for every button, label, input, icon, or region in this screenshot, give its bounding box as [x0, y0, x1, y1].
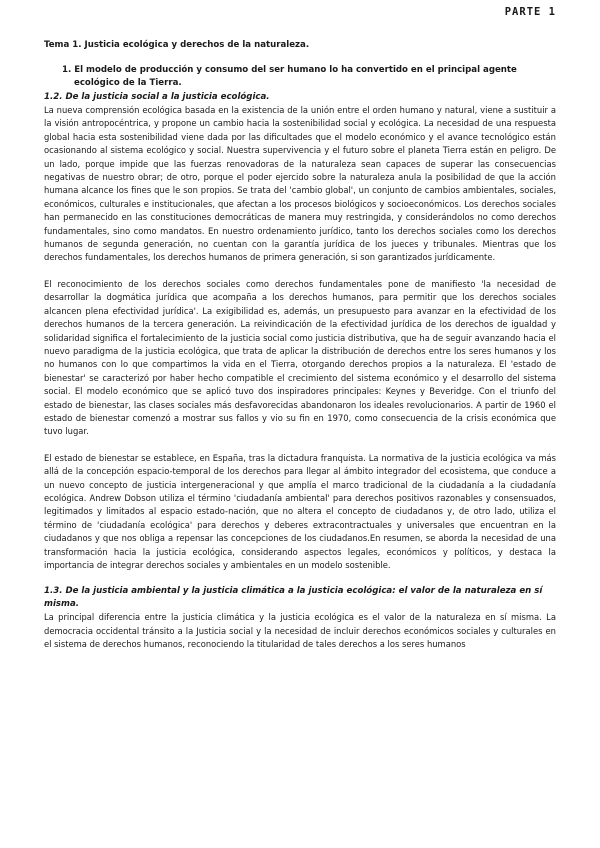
part-label: PARTE 1 — [504, 6, 556, 18]
document-body — [44, 40, 556, 652]
paragraph: El reconocimiento de los derechos sociales como derechos fundamentales pone de manifiesto 'la necesidad de desarrollar la dogmática jurídica que acompaña a los derechos humanos, para permitir que los derechos sociales alcancen plena efectividad jurídica'. La exigibilidad es, además, un presupuesto para avanzar en la efectividad de los derechos humanos de la tercera generación. La reivindicación de la efectividad jurídica de los derechos de igualdad y solidaridad significa el fortalecimiento de la justicia social como justicia distributiva, que ha de seguir avanzando hacia el nuevo paradigma de la justicia ecológica, que trata de aplicar la distribución de derechos entre los seres humanos y los no humanos con lo que compartimos la vida en el Tierra, otorgando derechos propios a la naturaleza. El 'estado de bienestar' se caracterizó por haber hecho compatible el crecimiento del sistema económico y el desarrollo del sistema social. El modelo económico que se aplicó tuvo dos inspiradores principales: Keynes y Beveridge. Con el triunfo del estado de bienestar, las clases sociales más desfavorecidas abandonaron los ideales revolucionarios. A partir de 1960 el estado de bienestar comenzó a mostrar sus fallos y vio su fin en 1970, como consecuencia de la crisis económica que tuvo lugar. — [44, 278, 556, 437]
section-heading-1-2: 1.2. De la justicia social a la justicia ecológica. — [44, 92, 270, 102]
paragraph: La principal diferencia entre la justicia climática y la justicia ecológica es el valor de la naturaleza en sí misma. La democracia occidental tránsito a la Justicia social y la necesidad de incluir derechos económicos sociales y culturales en el sistema de derechos humanos, reconociendo la titularidad de tales derechos a los seres humanos — [44, 612, 556, 650]
paragraph: La nueva comprensión ecológica basada en la existencia de la unión entre el orden humano y natural, viene a sustituir a la visión antropocéntrica, y propone un cambio hacia la sostenibilidad social y ecológica. La necesidad de una respuesta global hacia esta sostenibilidad viene dada por las dificultades que el modelo económico y el avance tecnológico están ocasionando al sistema ecológico y social. Nuestra supervivencia y el futuro sobre el planeta Tierra están en peligro. De un lado, porque impide que las fuerzas renovadoras de la naturaleza sean capaces de superar las consecuencias negativas de nuestro obrar; de otro, porque el poder ejercido sobre la naturaleza anula la posibilidad de que la acción humana alcance los fines que le son propios. Se trata del 'cambio global', un conjunto de cambios ambientales, sociales, económicos, culturales e institucionales, que afectan a los procesos biológicos y socioeconómicos. Los derechos sociales han permanecido en las constituciones democráticas de manera muy restringida, y considerándolos no como derechos fundamentales, sino como mandatos. En nuestro ordenamiento jurídico, tanto los derechos sociales como los derechos humanos de segunda generación, no cuentan con la garantía jurídica de los jueces y tribunales. Mientras que los derechos fundamentales, los derechos humanos de primera generación, si son garantizados jurídicamente. — [44, 105, 556, 263]
section-heading-1-3: 1.3. De la justicia ambiental y la justicia climática a la justicia ecológica: el valor de la naturaleza en sí misma. — [44, 586, 543, 610]
document-title: Tema 1. Justicia ecológica y derechos de la naturaleza. — [44, 40, 310, 50]
paragraph: El estado de bienestar se establece, en España, tras la dictadura franquista. La normativa de la justicia ecológica va más allá de la concepción espacio-temporal de los derechos para llegar al ámbito integrador del ecosistema, que conduce a un nuevo concepto de justicia intergeneracional y que amplía el marco tradicional de la ciudadanía a la ciudadanía ecológica. Andrew Dobson utiliza el término 'ciudadanía ambiental' para derechos positivos razonables y consensuados, legitimados y limitados al espacio estado-nación, que no altera el concepto de ciudadanos y, de otro lado, utiliza el término de 'ciudadanía ecológica' para derechos y deberes extracontractuales y universales que encuentran en la ciudadanos y que nos obliga a repensar las concepciones de los ciudadanos.En resumen, se aborda la necesidad de una transformación hacia la justicia ecológica, considerando aspectos legales, económicos y políticos, y destaca la importancia de integrar derechos sociales y ambientales en un modelo sostenible. — [44, 452, 556, 570]
numbered-point: 1. El modelo de producción y consumo del ser humano lo ha convertido en el principal agente ecológico de la Tierra. — [62, 65, 517, 88]
